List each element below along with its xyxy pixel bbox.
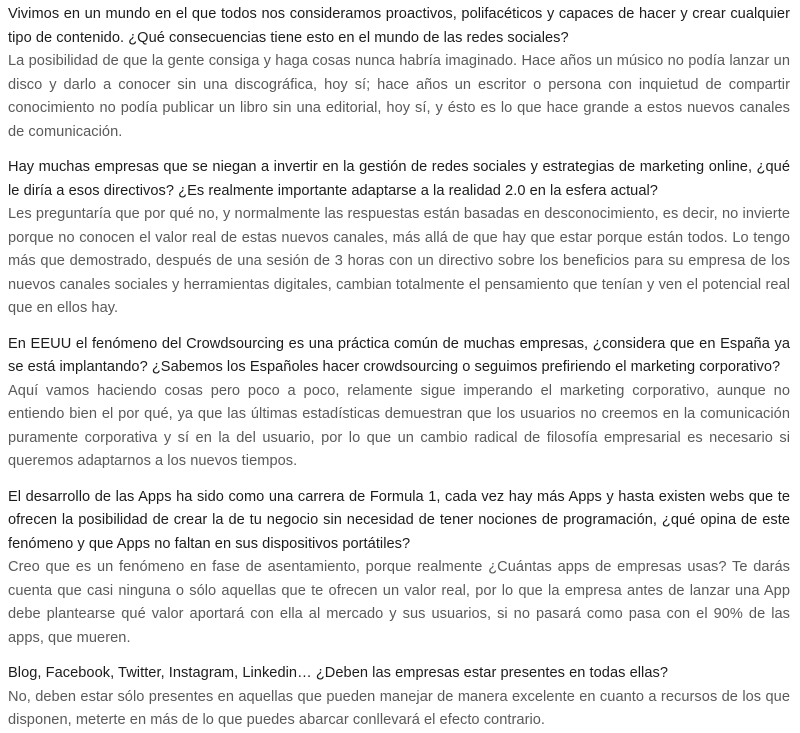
qa-block [8,3,790,144]
interview-question: En EEUU el fenómeno del Crowdsourcing es una práctica común de muchas empresas, ¿considera que en España ya se está implantando? ¿Sabemos los Españoles hacer crowdsourcing o seguimos prefiriendo el marketing corporativo? [8,335,790,375]
qa-block [8,662,790,733]
interview-answer: Creo que es un fenómeno en fase de asentamiento, porque realmente ¿Cuántas apps de empresas usas? Te darás cuenta que casi ninguna o sólo aquellas que te ofrecen un valor real, por lo que la empresa antes de lanzar una App debe plantearse qué valor aportará con ella al mercado y sus usuarios, si no pasará como pasa con el 90% de las apps, que mueren. [8,559,790,646]
interview-question: Blog, Facebook, Twitter, Instagram, Linkedin… ¿Deben las empresas estar presentes en todas ellas? [8,665,669,681]
interview-answer: Aquí vamos haciendo cosas pero poco a poco, relamente sigue imperando el marketing corporativo, aunque no entiendo bien el por qué, ya que las últimas estadísticas demuestran que los usuarios no creemos en la comunicación puramente corporativa y sí en la del usuario, por lo que un cambio radical de filosofía empresarial es necesario si queremos adaptarnos a los nuevos tiempos. [8,382,790,469]
interview-answer: No, deben estar sólo presentes en aquellas que pueden manejar de manera excelente en cuanto a recursos de los que disponen, meterte en más de lo que puedes abarcar conllevará el efecto contrario. [8,688,790,728]
interview-question: Hay muchas empresas que se niegan a invertir en la gestión de redes sociales y estrategias de marketing online, ¿qué le diría a esos directivos? ¿Es realmente importante adaptarse a la realidad 2.0 en la esfera actual? [8,159,790,199]
interview-answer: La posibilidad de que la gente consiga y haga cosas nunca habría imaginado. Hace años un músico no podía lanzar un disco y darlo a conocer sin una discográfica, hoy sí; hace años un escritor o persona con inquietud de compartir conocimiento no podía publicar un libro sin una editorial, hoy sí, y ésto es lo que hace grande a estos nuevos canales de comunicación. [8,53,790,140]
interview-answer: Les preguntaría que por qué no, y normalmente las respuestas están basadas en desconocimiento, es decir, no invierte porque no conocen el valor real de estas nuevos canales, más allá de que hay que estar porque están todos. Lo tengo más que demostrado, después de una sesión de 3 horas con un directivo sobre los beneficios para su empresa de los nuevos canales sociales y herramientas digitales, cambian totalmente el pensamiento que tenían y ven el potencial real que en ellos hay. [8,206,790,316]
qa-block [8,486,790,651]
qa-block [8,156,790,321]
interview-question: Vivimos en un mundo en el que todos nos consideramos proactivos, polifacéticos y capaces de hacer y crear cualquier tipo de contenido. ¿Qué consecuencias tiene esto en el mundo de las redes sociales? [8,6,790,46]
interview-question: El desarrollo de las Apps ha sido como una carrera de Formula 1, cada vez hay más Apps y hasta existen webs que te ofrecen la posibilidad de crear la de tu negocio sin necesidad de tener nociones de programación, ¿qué opina de este fenómeno y que Apps no faltan en sus dispositivos portátiles? [8,488,790,552]
qa-block [8,333,790,474]
